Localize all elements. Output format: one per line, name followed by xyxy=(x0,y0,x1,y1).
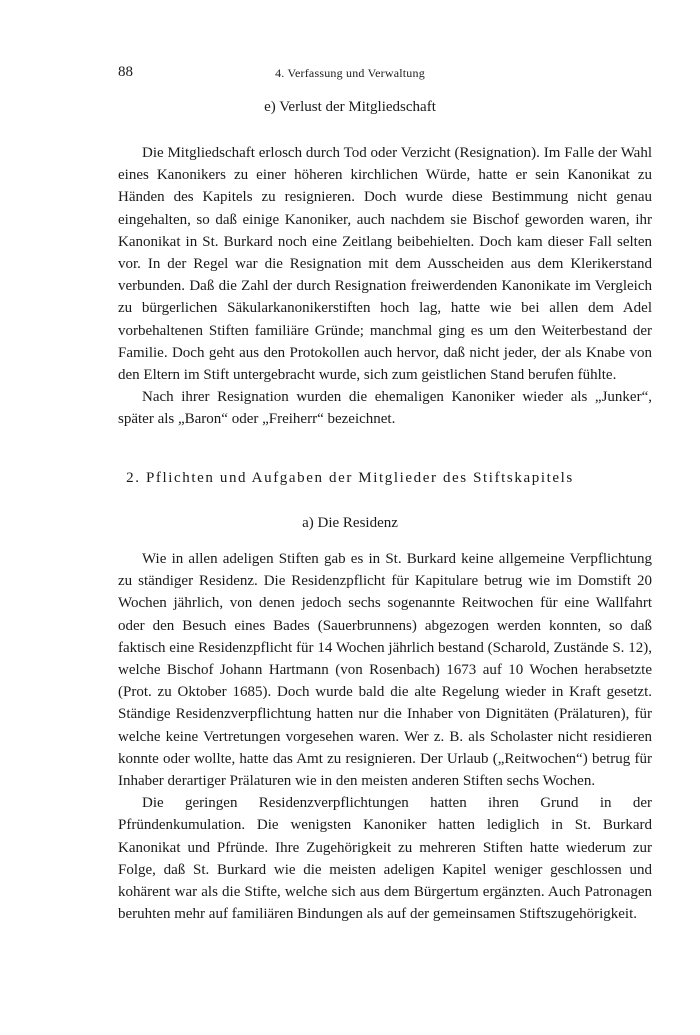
text-block-residenz xyxy=(118,548,652,925)
paragraph: Die Mitgliedschaft erlosch durch Tod oder Verzicht (Resignation). Im Falle der Wahl eines Kanonikers zu einer höheren kirchlichen Würde, hatte er sein Kanonikat zu Händen des Kapitels zu resignieren. Doch wurde diese Bestimmung nicht genau eingehalten, so daß einige Kanoniker, auch nachdem sie Bischof geworden waren, ihr Kanonikat in St. Burkard noch eine Zeitlang beibehielten. Doch kam dieser Fall selten vor. In der Regel war die Resignation mit dem Ausscheiden aus dem Klerikerstand verbunden. Daß die Zahl der durch Resignation freiwerdenden Kanonikate im Vergleich zu bürgerlichen Säkularkanonikerstiften hoch lag, hatte wie bei allen dem Adel vorbehaltenen Stiften familiäre Gründe; manchmal ging es um den Weiterbestand der Familie. Doch geht aus den Protokollen auch hervor, daß nicht jeder, der als Knabe von den Eltern im Stift untergebracht wurde, sich zum geistlichen Stand berufen fühlte. xyxy=(118,145,652,384)
paragraph: Die geringen Residenzverpflichtungen hatten ihren Grund in der Pfründenkumulation. Die wenigsten Kanoniker hatten lediglich in St. Burkard Kanonikat und Pfründe. Ihre Zugehörigkeit zu mehreren Stiften hatte wiederum zur Folge, daß St. Burkard wie die meisten adeligen Kapitel weniger geschlossen und kohärent war als die Stifte, welche sich aus dem Bürgertum ergänzten. Auch Patronagen beruhten mehr auf familiären Bindungen als auf der gemeinsamen Stiftszugehörigkeit. xyxy=(118,795,652,923)
paragraph: Wie in allen adeligen Stiften gab es in St. Burkard keine allgemeine Verpflichtung zu ständiger Residenz. Die Residenzpflicht für Kapitulare betrug wie im Domstift 20 Wochen jährlich, von denen jedoch sechs sogenannte Reitwochen für eine Wallfahrt oder den Besuch eines Bades (Sauerbrunnens) abgezogen werden konnten, so daß faktisch eine Residenzpflicht für 14 Wochen jährlich bestand (Scharold, Zustände S. 12), welche Bischof Johann Hartmann (von Rosenbach) 1673 auf 10 Wochen herabsetzte (Prot. zu Oktober 1685). Doch wurde bald die alte Regelung wieder in Kraft gesetzt. Ständige Residenzverpflichtung hatten nur die Inhaber von Dignitäten (Prälaturen), für welche keine Vertretungen vorgesehen waren. Wer z. B. als Scholaster nicht residieren konnte oder wollte, hatte das Amt zu resignieren. Der Urlaub („Reitwochen“) betrug für Inhaber derartiger Prälaturen wie in den meisten anderen Stiften sechs Wochen. xyxy=(118,551,652,790)
paragraph: Nach ihrer Resignation wurden die ehemaligen Kanoniker wieder als „Junker“, später als „Baron“ oder „Freiherr“ bezeichnet. xyxy=(118,389,652,428)
running-head: 4. Verfassung und Verwaltung xyxy=(275,66,425,80)
subsection-heading-verlust: e) Verlust der Mitgliedschaft xyxy=(264,99,436,115)
section-heading-pflichten: 2. Pflichten und Aufgaben der Mitglieder des Stiftskapitels xyxy=(126,470,574,486)
text-block-verlust xyxy=(118,142,652,431)
page-number: 88 xyxy=(118,64,133,80)
subsection-heading-residenz: a) Die Residenz xyxy=(302,515,398,531)
